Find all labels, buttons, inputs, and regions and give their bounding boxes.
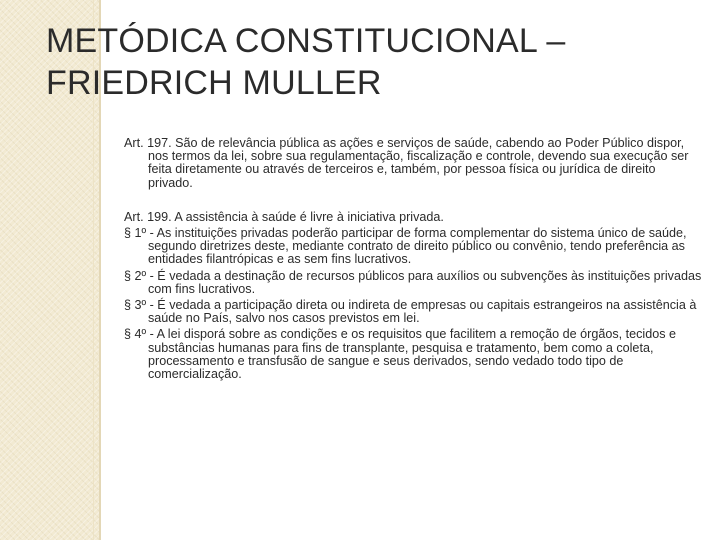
paragraph-par-2: § 2º - É vedada a destinação de recursos públicos para auxílios ou subvenções às instituições privadas com fins lucrativos. — [124, 268, 702, 296]
slide-body — [124, 137, 702, 381]
paragraph-par-3: § 3º - É vedada a participação direta ou indireta de empresas ou capitais estrangeiros na assistência à saúde no País, salvo nos casos previstos em lei. — [124, 298, 697, 326]
paragraph-par-4: § 4º - A lei disporá sobre as condições e os requisitos que facilitem a remoção de órgãos, tecidos e substâncias humanas para fins de transplante, pesquisa e tratamento, bem como a coleta, processamento e transfusão de sangue e seus derivados, sendo vedado todo tipo de comercialização. — [124, 327, 677, 382]
paragraph-art-197: Art. 197. São de relevância pública as ações e serviços de saúde, cabendo ao Poder Público dispor, nos termos da lei, sobre sua regulamentação, fiscalização e controle, devendo sua execução ser feita diretamente ou através de terceiros e, também, por pessoa física ou jurídica de direito privado. — [124, 136, 689, 190]
slide-title: METÓDICA CONSTITUCIONAL – FRIEDRICH MULLER — [46, 22, 566, 102]
paragraph-art-199: Art. 199. A assistência à saúde é livre à iniciativa privada. — [124, 209, 444, 224]
paragraph-par-1: § 1º - As instituições privadas poderão participar de forma complementar do sistema único de saúde, segundo diretrizes deste, mediante contrato de direito público ou convênio, tendo preferência as entidades filantrópicas e as sem fins lucrativos. — [124, 226, 687, 267]
